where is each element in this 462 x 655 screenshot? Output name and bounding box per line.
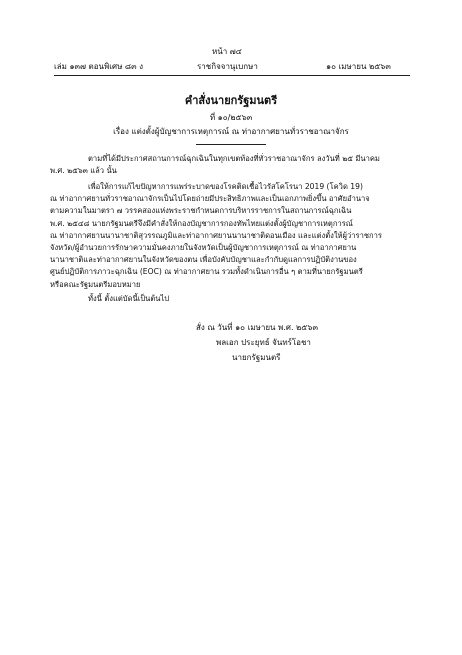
paragraph-3-line-1: ทั้งนี้ ตั้งแต่บัดนี้เป็นต้นไป	[88, 294, 170, 303]
document-title: คำสั่งนายกรัฐมนตรี	[184, 94, 278, 107]
paragraph-2-line-8: ศูนย์ปฏิบัติการภาวะฉุกเฉิน (EOC) ณ ท่าอากาศยาน รวมทั้งดำเนินการอื่น ๆ ตามที่นายกรัฐมนตรี	[50, 267, 363, 277]
volume-info: เล่ม ๑๓๗ ตอนพิเศษ ๘๓ ง	[54, 62, 144, 71]
paragraph-2-line-5: ณ ท่าอากาศยานนานาชาติสุวรรณภูมิและท่าอากาศยานนานาชาติดอนเมือง และแต่งตั้งให้ผู้ว่าราชการ	[50, 230, 382, 240]
order-subject: เรื่อง แต่งตั้งผู้บัญชาการเหตุการณ์ ณ ท่าอากาศยานทั่วราชอาณาจักร	[113, 127, 349, 136]
title-divider	[196, 144, 266, 145]
signature-date: สั่ง ณ วันที่ ๑๐ เมษายน พ.ศ. ๒๕๖๓	[196, 323, 318, 332]
paragraph-1	[50, 153, 410, 177]
paragraph-1-line-1: ตามที่ได้มีประกาศสถานการณ์ฉุกเฉินในทุกเขตท้องที่ทั่วราชอาณาจักร ลงวันที่ ๒๕ มีนาคม	[88, 154, 380, 163]
gazette-name: ราชกิจจานุเบกษา	[197, 62, 258, 71]
paragraph-1-line-2: พ.ศ. ๒๕๖๓ แล้ว นั้น	[50, 166, 117, 176]
signatory-position: นายกรัฐมนตรี	[232, 353, 281, 362]
paragraph-2-line-7: นานาชาติและท่าอากาศยานในจังหวัดของตน เพื่อบังคับบัญชาและกำกับดูแลการปฏิบัติงานของ	[50, 255, 357, 265]
paragraph-3	[50, 293, 410, 305]
header-rule	[54, 75, 410, 76]
paragraph-2-line-3: ตามความในมาตรา ๗ วรรคสองแห่งพระราชกำหนดการบริหารราชการในสถานการณ์ฉุกเฉิน	[50, 206, 352, 216]
signatory-name: พลเอก ประยุทธ์ จันทร์โอชา	[216, 338, 311, 347]
paragraph-2-line-9: หรือคณะรัฐมนตรีมอบหมาย	[50, 279, 141, 289]
paragraph-2-line-2: ณ ท่าอากาศยานทั่วราชอาณาจักรเป็นไปโดยถ่ายมีประสิทธิภาพและเป็นเอกภาพยิ่งขึ้น อาศัยอำนาจ	[50, 194, 370, 204]
page-number: หน้า ๗๔	[212, 47, 242, 56]
paragraph-2	[50, 181, 410, 291]
order-number: ที่ ๑๐/๒๕๖๓	[209, 113, 253, 122]
publication-date: ๑๐ เมษายน ๒๕๖๓	[326, 62, 391, 71]
paragraph-2-line-4: พ.ศ. ๒๕๔๘ นายกรัฐมนตรีจึงมีคำสั่งให้กองบัญชาการกองทัพไทยแต่งตั้งผู้บัญชาการเหตุการณ์	[50, 218, 353, 228]
paragraph-2-line-1: เพื่อให้การแก้ไขปัญหาการแพร่ระบาดของโรคติดเชื้อไวรัสโคโรนา 2019 (โควิด 19)	[88, 182, 363, 191]
paragraph-2-line-6: จังหวัด/ผู้อำนวยการรักษาความมั่นคงภายในจังหวัดเป็นผู้บัญชาการเหตุการณ์ ณ ท่าอากาศยาน	[50, 243, 357, 253]
